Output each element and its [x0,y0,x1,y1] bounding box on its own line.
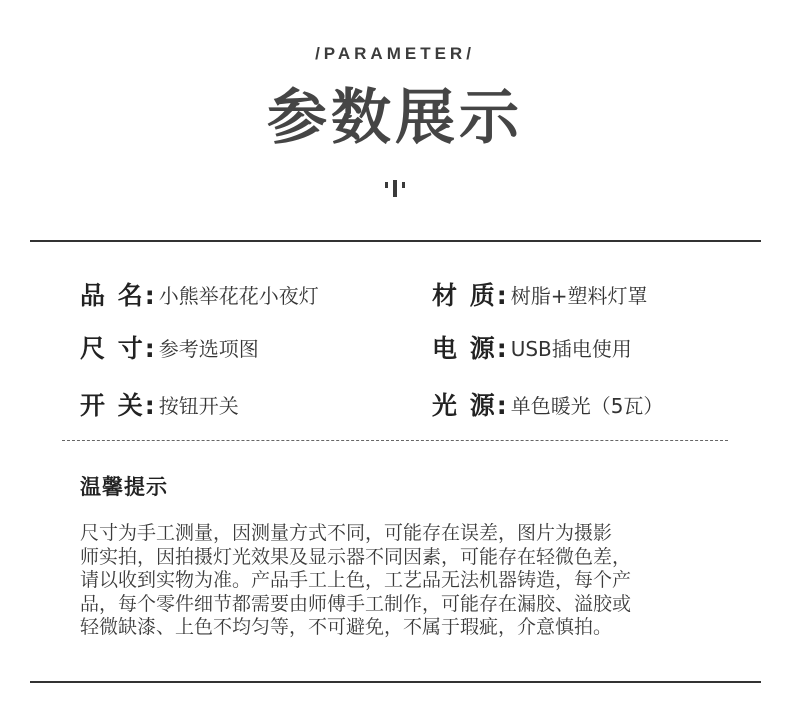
spec-value: 单色暖光（5瓦） [510,393,664,418]
spec-label: 尺 寸: [80,334,157,363]
top-divider [30,240,761,242]
spec-switch [80,386,239,422]
spec-label: 品 名: [80,281,157,310]
spec-material [432,276,647,312]
spec-size [80,329,259,365]
spec-value: 参考选项图 [158,336,259,361]
spec-light-source [432,386,663,422]
spec-value: 按钮开关 [158,393,239,418]
spec-value: 小熊举花花小夜灯 [158,283,319,308]
notice-heading: 温馨提示 [80,475,168,499]
notice-body [80,522,720,640]
divider-mark-icon [385,180,407,198]
spec-value: 树脂+塑料灯罩 [510,283,648,308]
notice-line: 师实拍，因拍摄灯光效果及显示器不同因素，可能存在轻微色差， [80,545,632,568]
bottom-divider [30,681,761,683]
spec-product-name [80,276,319,312]
notice-line: 品，每个零件细节都需要由师傅手工制作，可能存在漏胶、溢胶或 [80,592,632,615]
notice-line: 请以收到实物为准。产品手工上色，工艺品无法机器铸造，每个产 [80,569,632,591]
spec-label: 电 源: [432,334,509,363]
spec-label: 光 源: [432,391,509,420]
spec-value: USB插电使用 [510,336,632,361]
notice-line: 尺寸为手工测量，因测量方式不同，可能存在误差，图片为摄影 [80,522,613,544]
dashed-divider [62,440,728,441]
spec-label: 开 关: [80,391,157,420]
spec-power [432,329,632,365]
section-subtitle: /PARAMETER/ [315,44,475,63]
notice-line: 轻微缺漆、上色不均匀等，不可避免，不属于瑕疵，介意慎拍。 [80,616,613,638]
page-title: 参数展示 [267,83,523,153]
spec-label: 材 质: [432,281,509,310]
